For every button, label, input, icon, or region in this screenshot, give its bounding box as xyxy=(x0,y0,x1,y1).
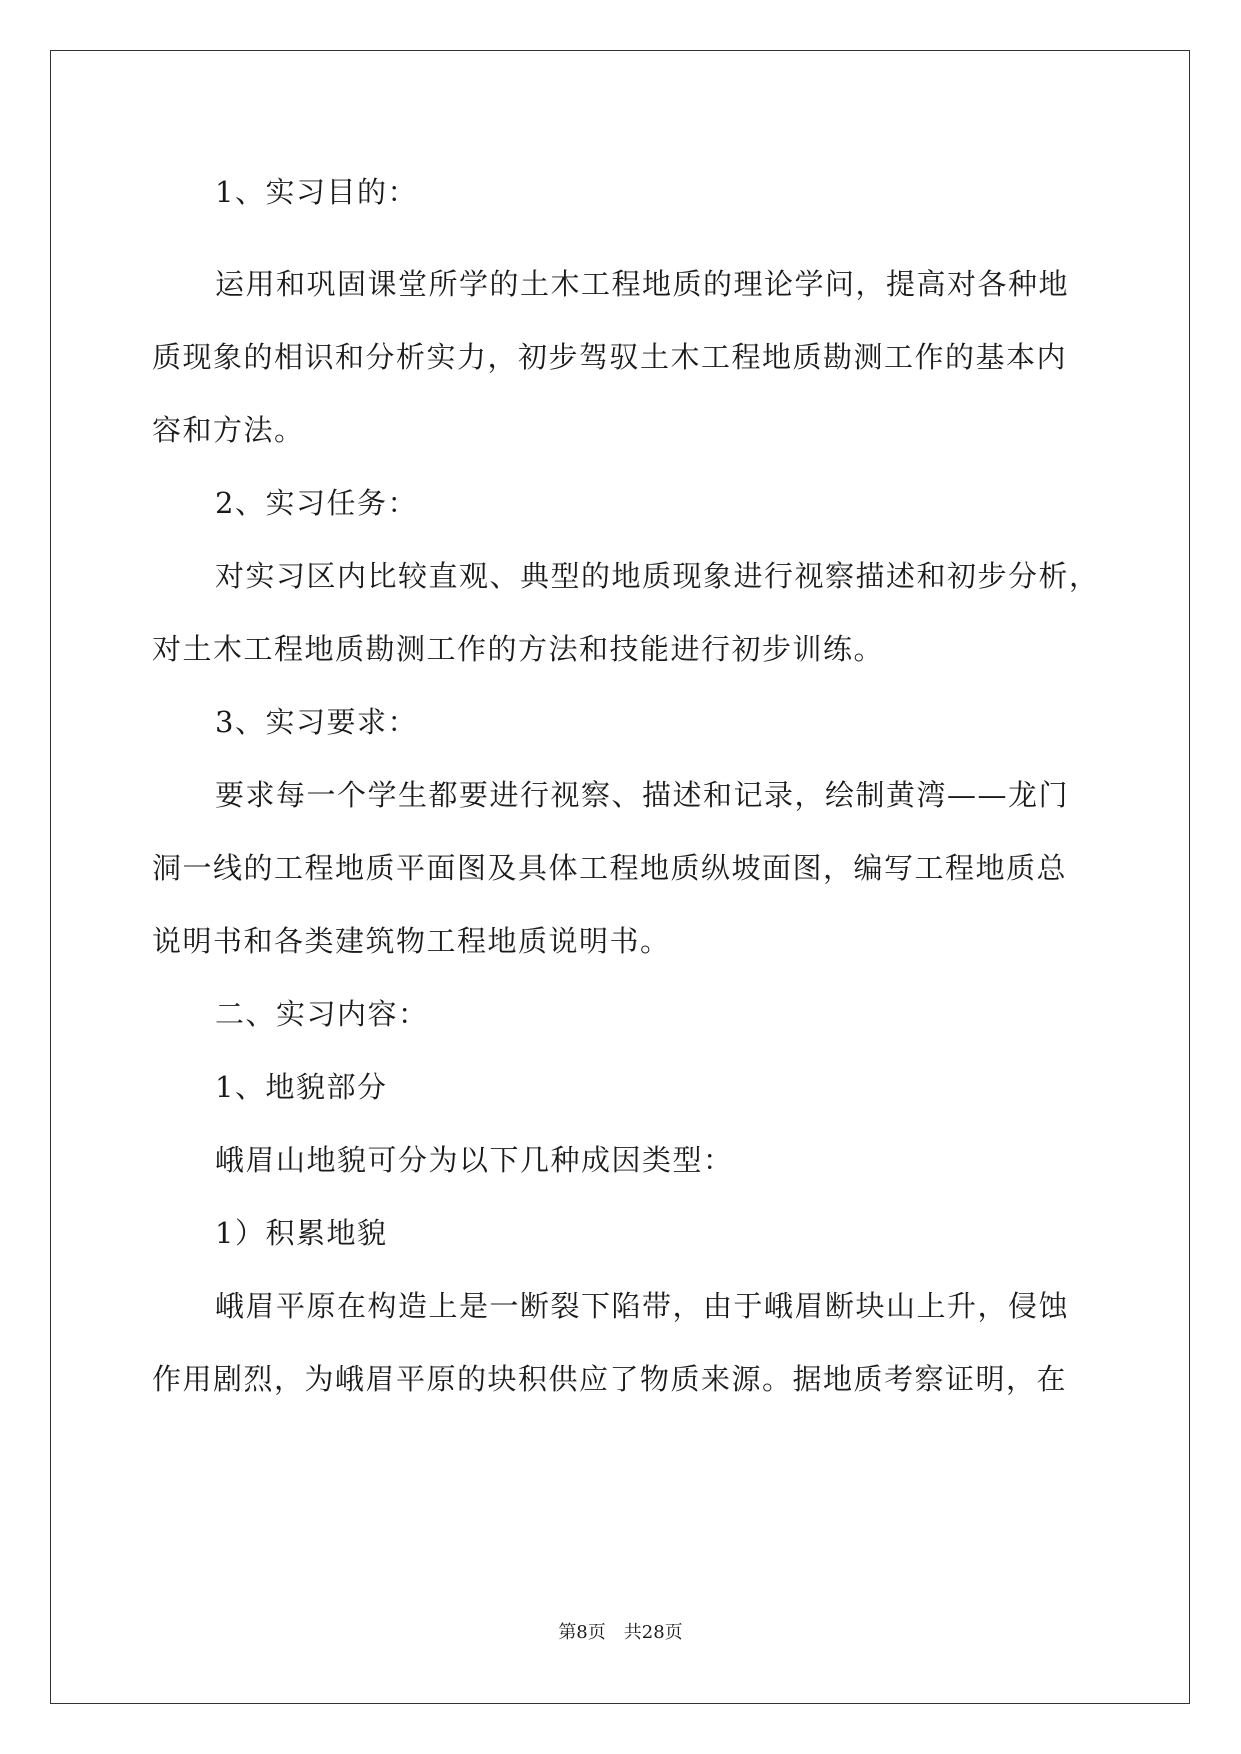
paragraph-line: 作用剧烈，为峨眉平原的块积供应了物质来源。据地质考察证明，在 xyxy=(152,1362,1068,1396)
paragraph-line: 质现象的相识和分析实力，初步驾驭土木工程地质勘测工作的基本内 xyxy=(152,340,1068,374)
heading-requirements: 3、实习要求： xyxy=(215,705,418,739)
paragraph-line: 洞一线的工程地质平面图及具体工程地质纵坡面图，编写工程地质总 xyxy=(152,851,1068,885)
paragraph-line: 容和方法。 xyxy=(152,413,305,447)
paragraph-line: 峨眉平原在构造上是一断裂下陷带，由于峨眉断块山上升，侵蚀 xyxy=(215,1289,1070,1323)
paragraph-line: 对实习区内比较直观、典型的地质现象进行视察描述和初步分析， xyxy=(215,559,1100,593)
paragraph-line: 峨眉山地貌可分为以下几种成因类型： xyxy=(215,1143,734,1177)
paragraph-line: 说明书和各类建筑物工程地质说明书。 xyxy=(152,924,671,958)
paragraph-line: 对土木工程地质勘测工作的方法和技能进行初步训练。 xyxy=(152,632,885,666)
paragraph-line: 运用和巩固课堂所学的土木工程地质的理论学问，提高对各种地 xyxy=(215,267,1070,301)
heading-content: 二、实习内容： xyxy=(215,997,429,1031)
heading-landform: 1、地貌部分 xyxy=(215,1070,388,1104)
page-number: 第8页 共28页 xyxy=(558,1622,683,1643)
heading-accumulation: 1）积累地貌 xyxy=(215,1216,388,1250)
heading-task: 2、实习任务： xyxy=(215,486,418,520)
paragraph-line: 要求每一个学生都要进行视察、描述和记录，绘制黄湾——龙门 xyxy=(215,778,1070,812)
heading-purpose: 1、实习目的： xyxy=(215,175,418,209)
